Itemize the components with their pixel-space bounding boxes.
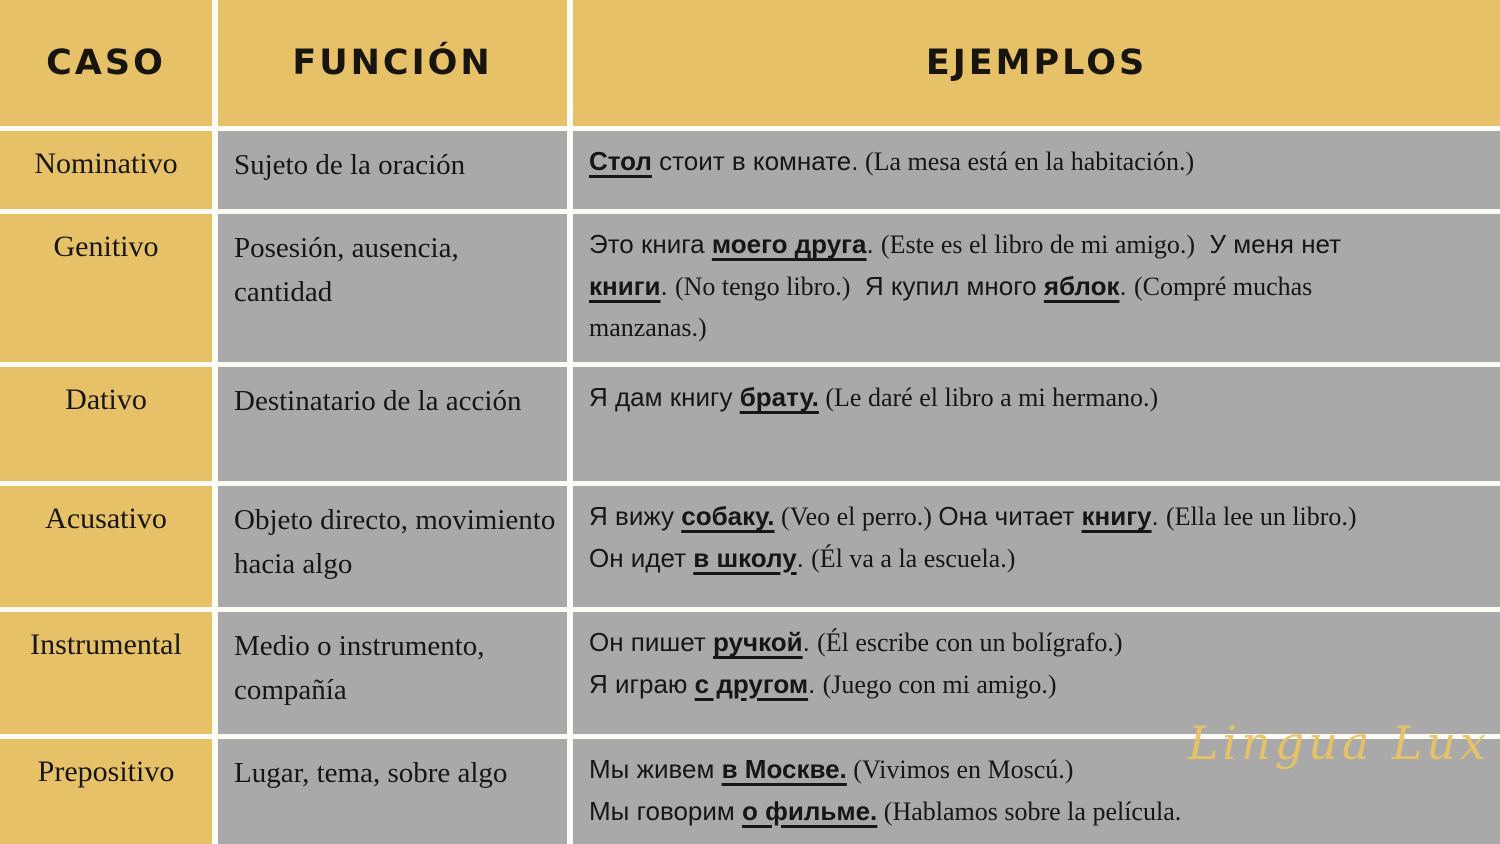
ejemplos-cell-instrumental — [573, 612, 1500, 734]
russian-text: . — [1119, 270, 1134, 301]
funcion-cell-nominativo: Sujeto de la oración — [218, 131, 567, 209]
example-line — [589, 141, 1490, 183]
emphasized-russian-text: с другом — [694, 668, 809, 699]
ejemplos-cell-dativo — [573, 367, 1500, 481]
russian-text: Я купил много — [850, 270, 1044, 301]
header-funcion: FUNCIÓN — [218, 0, 567, 126]
example-line — [589, 377, 1490, 419]
emphasized-russian-text: яблок — [1043, 270, 1120, 301]
emphasized-russian-text: книгу — [1081, 501, 1152, 531]
russian-text: Я играю — [589, 668, 695, 699]
emphasized-russian-text: книги — [589, 270, 661, 301]
russian-text: . — [866, 229, 881, 259]
spanish-translation: (Hablamos sobre la película. — [877, 796, 1182, 826]
russian-text: стоит в комнате. — [651, 146, 859, 176]
spanish-translation: (Vivimos en Moscú.) — [846, 755, 1074, 784]
caso-cell-genitivo: Genitivo — [0, 214, 212, 362]
russian-text: Она читает — [938, 501, 1082, 531]
ejemplos-cell-acusativo — [573, 486, 1500, 607]
russian-text: . — [660, 270, 675, 301]
caso-cell-dativo: Dativo — [0, 367, 212, 481]
caso-cell-acusativo: Acusativo — [0, 486, 212, 607]
funcion-cell-dativo: Destinatario de la acción — [218, 367, 567, 481]
spanish-translation: (Veo el perro.) — [774, 502, 939, 531]
emphasized-russian-text: собаку. — [681, 501, 775, 531]
russian-text: . — [808, 668, 823, 699]
funcion-cell-prepositivo: Lugar, tema, sobre algo — [218, 739, 567, 844]
spanish-translation: (Juego con mi amigo.) — [822, 669, 1057, 699]
russian-text: У меня нет — [1195, 229, 1342, 259]
emphasized-russian-text: в Москве. — [721, 754, 847, 784]
emphasized-russian-text: о фильме. — [742, 795, 878, 826]
russian-text: . — [1151, 501, 1166, 531]
example-line — [589, 622, 1490, 664]
example-line — [589, 496, 1490, 538]
spanish-translation: (Le daré el libro a mi hermano.) — [818, 383, 1159, 412]
example-line — [589, 791, 1490, 833]
spanish-translation: (Él va a la escuela.) — [811, 543, 1016, 573]
russian-text: Мы говорим — [589, 795, 743, 826]
russian-text: Это книга — [589, 229, 712, 259]
russian-text: Я вижу — [589, 501, 682, 531]
header-ejemplos: EJEMPLOS — [573, 0, 1500, 126]
example-line — [589, 224, 1490, 266]
ejemplos-cell-prepositivo — [573, 739, 1500, 844]
caso-cell-prepositivo: Prepositivo — [0, 739, 212, 844]
spanish-translation: (No tengo libro.) — [674, 271, 851, 301]
ejemplos-cell-nominativo — [573, 131, 1500, 209]
caso-cell-nominativo: Nominativo — [0, 131, 212, 209]
russian-text: Я дам книгу — [589, 382, 740, 412]
russian-text: Он пишет — [589, 627, 713, 657]
russian-text: Он идет — [589, 542, 694, 573]
spanish-translation: (Él escribe con un bolígrafo.) — [817, 628, 1123, 657]
emphasized-russian-text: брату. — [739, 382, 819, 412]
watermark-lingua-lux: Lingua Lux — [1187, 716, 1490, 770]
russian-text: . — [802, 627, 818, 657]
spanish-translation: manzanas.) — [589, 313, 707, 342]
emphasized-russian-text: моего друга — [711, 229, 867, 259]
spanish-translation: (Compré muchas — [1133, 271, 1313, 301]
emphasized-russian-text: в школу — [693, 542, 797, 573]
russian-text: . — [796, 542, 812, 573]
example-line — [589, 307, 1490, 349]
caso-cell-instrumental: Instrumental — [0, 612, 212, 734]
ejemplos-cell-genitivo — [573, 214, 1500, 362]
funcion-cell-genitivo: Posesión, ausencia, cantidad — [218, 214, 567, 362]
spanish-translation: (La mesa está en la habitación.) — [858, 147, 1195, 176]
emphasized-russian-text: ручкой — [713, 627, 803, 657]
russian-text: Мы живем — [589, 754, 722, 784]
example-line — [589, 538, 1490, 580]
funcion-cell-acusativo: Objeto directo, movimiento hacia algo — [218, 486, 567, 607]
example-line — [589, 266, 1490, 308]
spanish-translation: (Este es el libro de mi amigo.) — [880, 230, 1196, 259]
funcion-cell-instrumental: Medio o instrumento, compañía — [218, 612, 567, 734]
emphasized-russian-text: Стол — [589, 146, 652, 176]
header-caso: CASO — [0, 0, 212, 126]
example-line — [589, 664, 1490, 706]
spanish-translation: (Ella lee un libro.) — [1166, 502, 1357, 531]
example-line — [589, 749, 1490, 791]
